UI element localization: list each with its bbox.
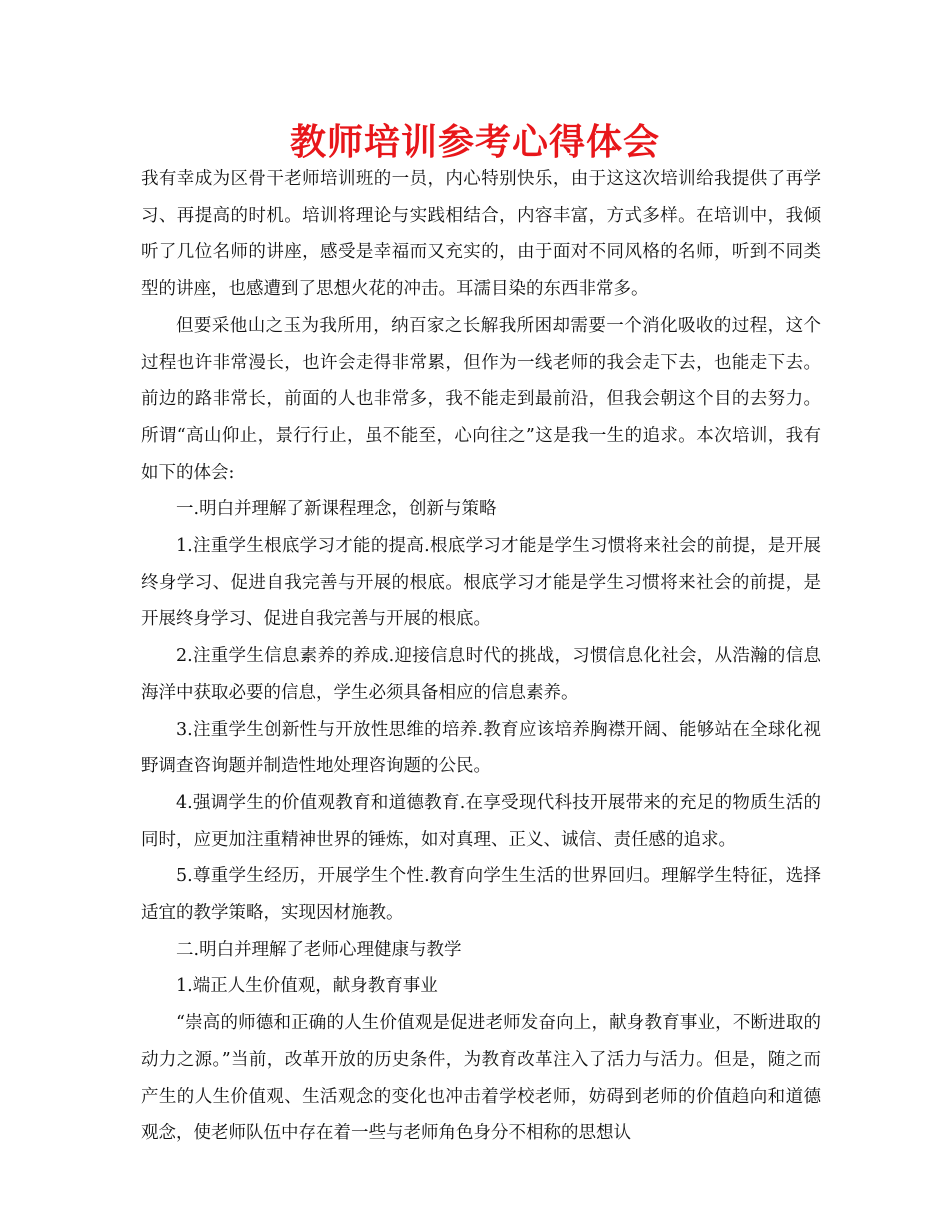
paragraph: 4.强调学生的价值观教育和道德教育.在享受现代科技开展带来的充足的物质生活的同时，应更加注重精神世界的锤炼，如对真理、正义、诚信、责任感的追求。 xyxy=(141,792,821,850)
paragraph: 但要采他山之玉为我所用，纳百家之长解我所困却需要一个消化吸收的过程，这个过程也许非常漫长，也许会走得非常累，但作为一线老师的我会走下去，也能走下去。前边的路非常长，前面的人也非常多，我不能走到最前沿，但我会朝这个目的去努力。所谓“高山仰止，景行行止，虽不能至，心向往之”这是我一生的追求。本次培训，我有如下的体会: xyxy=(141,315,821,483)
paragraph: 3.注重学生创新性与开放性思维的培养.教育应该培养胸襟开阔、能够站在全球化视野调查咨询题并制造性地处理咨询题的公民。 xyxy=(141,719,821,777)
subsection-heading: 1.端正人生价值观，献身教育事业 xyxy=(176,976,438,997)
paragraph: 5.尊重学生经历，开展学生个性.教育向学生生活的世界回归。理解学生特征，选择适宜的教学策略，实现因材施教。 xyxy=(141,866,821,924)
document-title: 教师培训参考心得体会 xyxy=(289,122,660,163)
paragraph: “崇高的师德和正确的人生价值观是促进老师发奋向上，献身教育事业，不断进取的动力之源。”当前，改革开放的历史条件，为教育改革注入了活力与活力。但是，随之而产生的人生价值观、生活观念的变化也冲击着学校老师，妨碍到老师的价值趋向和道德观念，使老师队伍中存在着一些与老师角色身分不相称的思想认 xyxy=(141,1013,821,1144)
document-body xyxy=(141,161,821,1152)
paragraph: 2.注重学生信息素养的养成.迎接信息时代的挑战，习惯信息化社会，从浩瀚的信息海洋中获取必要的信息，学生必须具备相应的信息素养。 xyxy=(141,646,821,703)
section-heading: 二.明白并理解了老师心理健康与教学 xyxy=(176,939,462,960)
section-heading: 一.明白并理解了新课程理念，创新与策略 xyxy=(176,499,497,520)
paragraph: 1.注重学生根底学习才能的提高.根底学习才能是学生习惯将来社会的前提，是开展终身学习、促进自我完善与开展的根底。根底学习才能是学生习惯将来社会的前提，是开展终身学习、促进自我完善与开展的根底。 xyxy=(141,536,821,630)
paragraph: 我有幸成为区骨干老师培训班的一员，内心特别快乐，由于这这次培训给我提供了再学习、再提高的时机。培训将理论与实践相结合，内容丰富，方式多样。在培训中，我倾听了几位名师的讲座，感受是幸福而又充实的，由于面对不同风格的名师，听到不同类型的讲座，也感遭到了思想火花的冲击。耳濡目染的东西非常多。 xyxy=(141,169,821,300)
